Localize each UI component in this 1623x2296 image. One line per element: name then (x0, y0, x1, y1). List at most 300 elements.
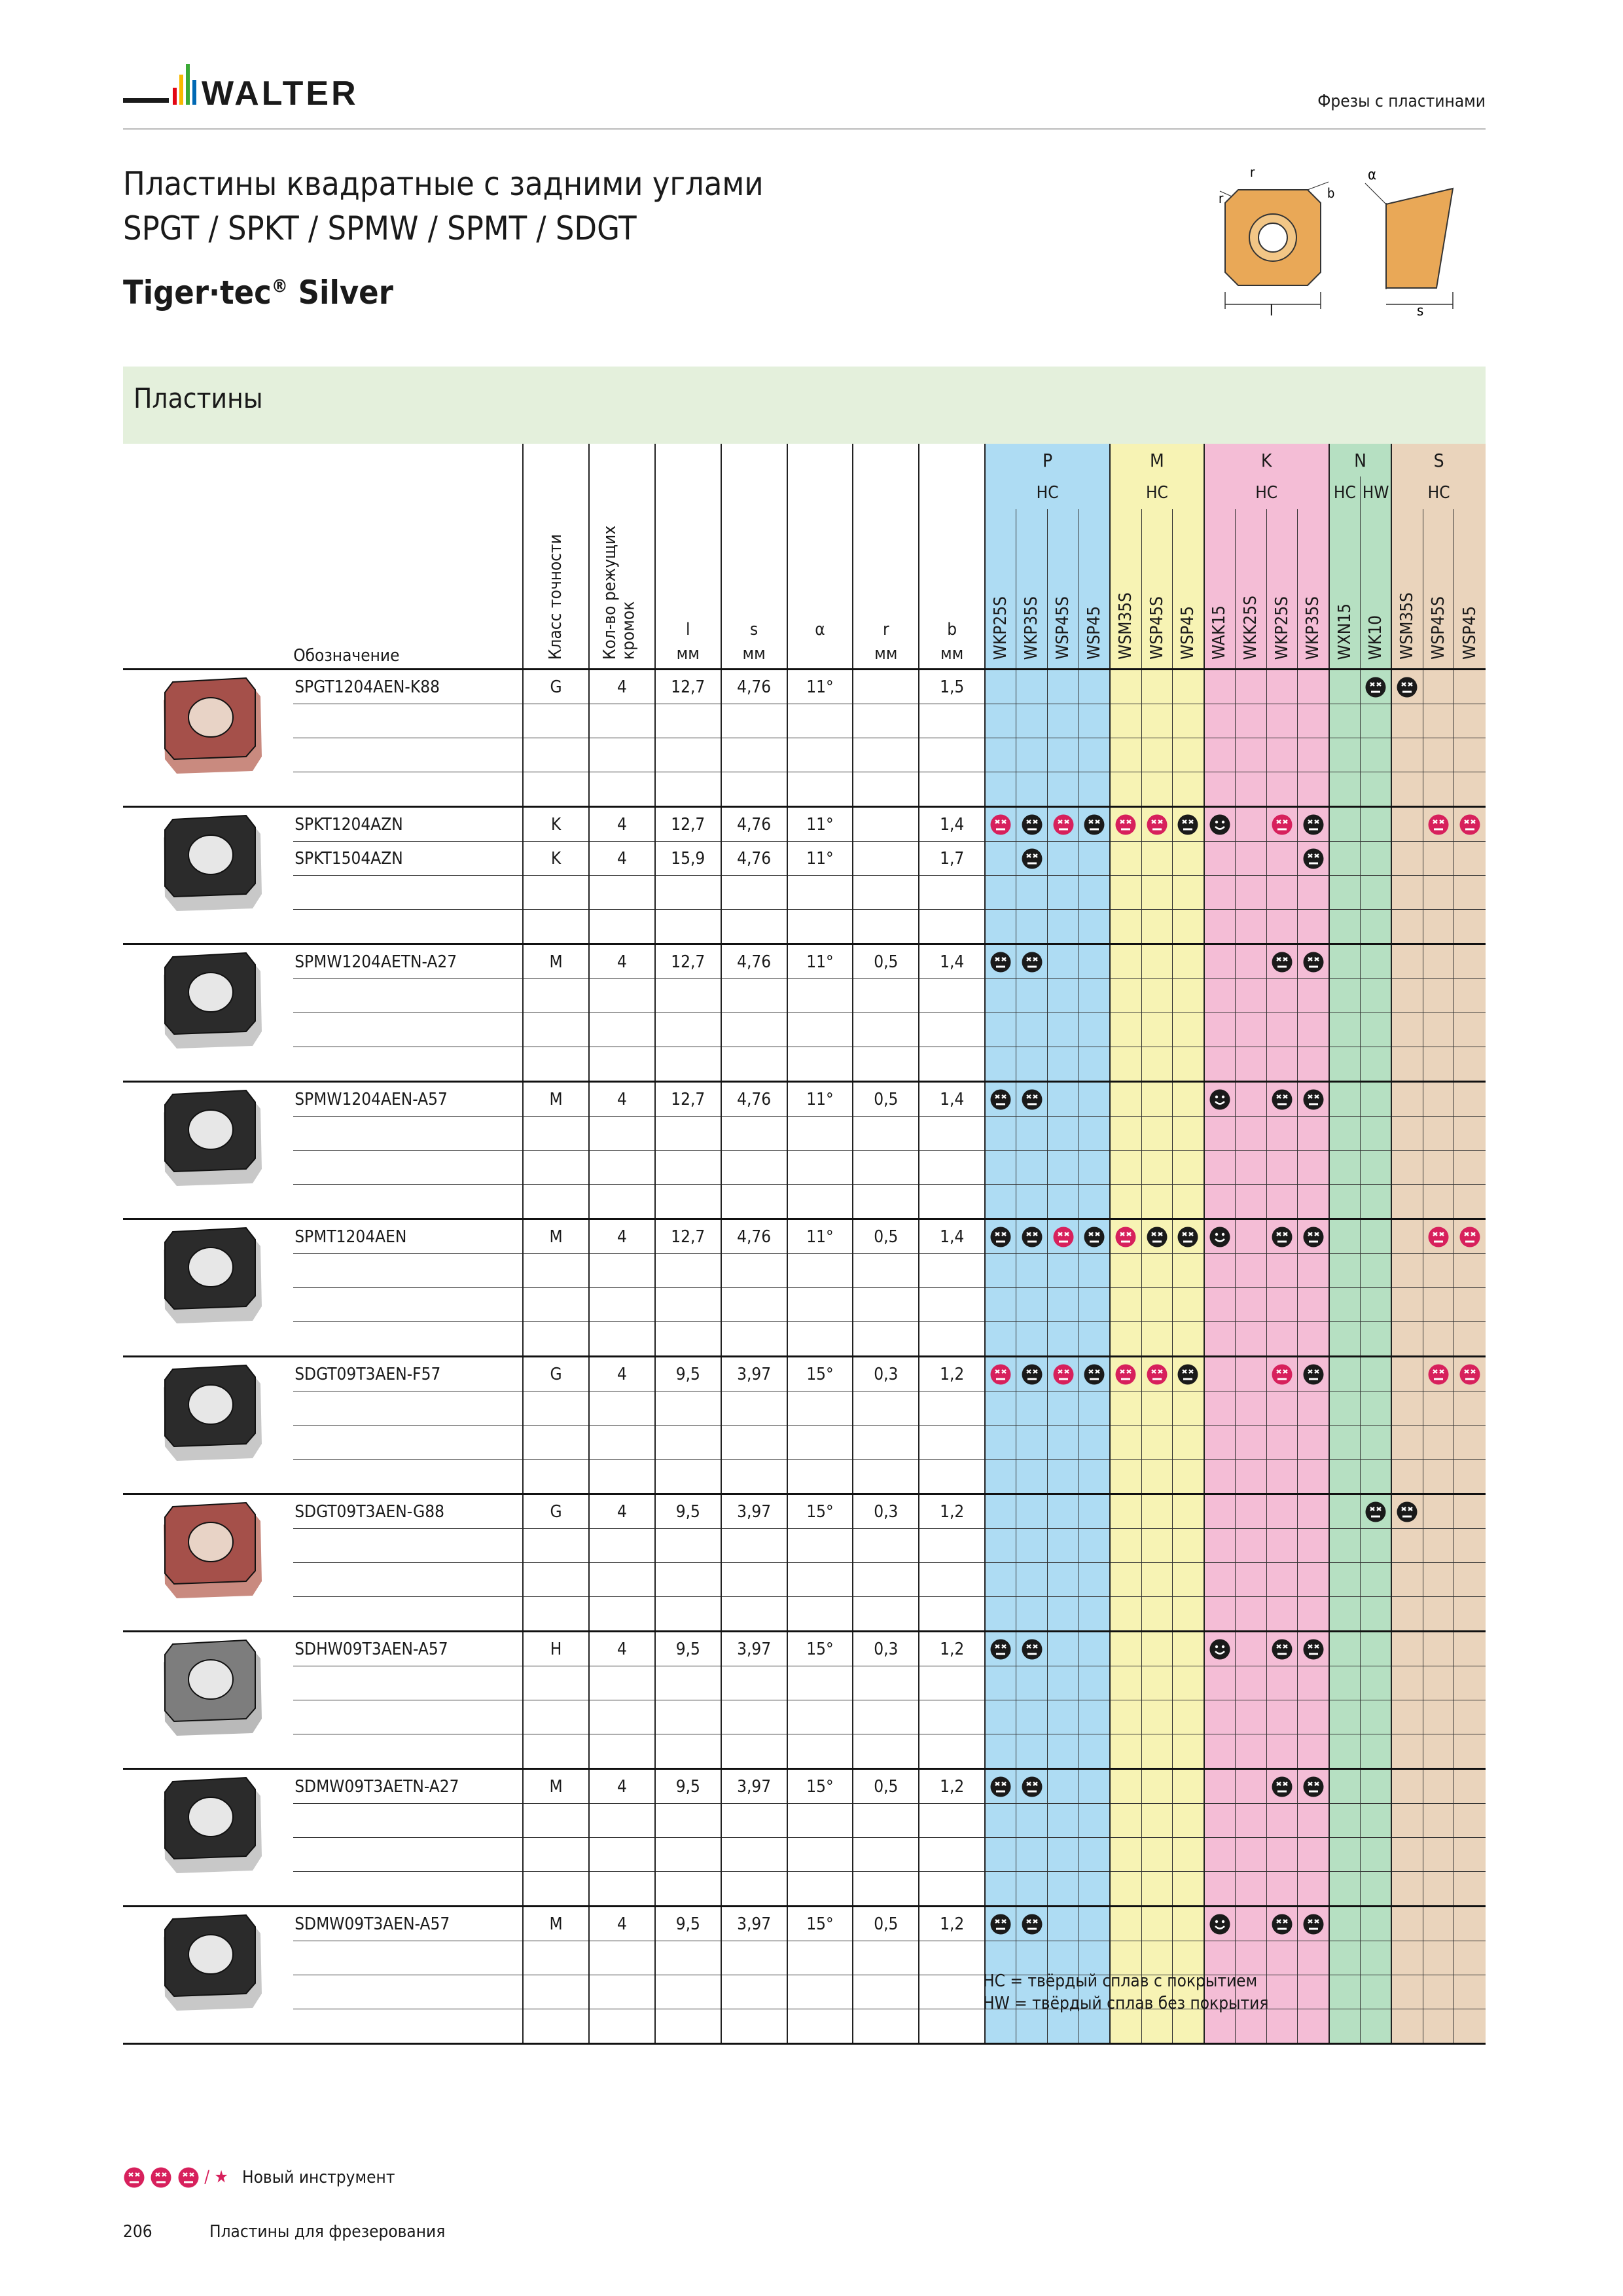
tol-cell (523, 1322, 589, 1357)
b-cell (919, 1185, 985, 1219)
grade-cell (1079, 1838, 1110, 1872)
l-cell: 12,7 (655, 1219, 721, 1254)
grade-cell (1016, 1426, 1048, 1460)
r-cell (853, 2009, 919, 2044)
grade-cell (1361, 1769, 1392, 1804)
footer-title: Пластины для фрезерования (209, 2222, 446, 2242)
table-row (123, 1151, 1486, 1185)
new-grade-icon (1048, 1357, 1079, 1391)
grade-cell (1016, 738, 1048, 772)
grade-cell (1173, 1082, 1204, 1117)
grade-cell (1141, 2009, 1173, 2044)
designation-cell (293, 772, 523, 807)
b-cell (919, 1734, 985, 1769)
grade-cell (1361, 1357, 1392, 1391)
edges-cell (589, 1872, 655, 1907)
b-cell (919, 1529, 985, 1563)
table-row (123, 842, 1486, 876)
grade-cell (1016, 1734, 1048, 1769)
grade-cell (985, 1597, 1016, 1632)
page-subtitle: SPGT / SPKT / SPMW / SPMT / SDGT (123, 209, 637, 247)
tol-cell (523, 876, 589, 910)
grade-cell (1016, 1563, 1048, 1597)
grade-cell (1266, 1700, 1298, 1734)
grade-cell (1391, 1254, 1423, 1288)
b-cell (919, 772, 985, 807)
grade-cell (1235, 1047, 1266, 1082)
grade-cell (1391, 1460, 1423, 1494)
group-n (1329, 444, 1392, 476)
grade-cell (1110, 1666, 1141, 1700)
edges-cell: 4 (589, 807, 655, 842)
col-designation: Обозначение (293, 509, 523, 670)
tol-cell (523, 772, 589, 807)
new-grade-icon (1141, 1357, 1173, 1391)
alpha-cell: 15° (787, 1632, 853, 1666)
table-row (123, 1804, 1486, 1838)
grade-icon (1391, 670, 1423, 704)
grade-cell (1016, 1700, 1048, 1734)
grade-cell (1173, 1151, 1204, 1185)
grade-cell (1204, 842, 1236, 876)
r-cell (853, 704, 919, 738)
grade-cell (1329, 1529, 1361, 1563)
edges-cell: 4 (589, 1907, 655, 1941)
alpha-cell (787, 1804, 853, 1838)
grade-cell (1048, 1117, 1079, 1151)
table-row (123, 1426, 1486, 1460)
grade-cell (1235, 1460, 1266, 1494)
designation-cell (293, 1117, 523, 1151)
table-row (123, 1185, 1486, 1219)
grade-cell (1204, 1254, 1236, 1288)
designation-cell (293, 1460, 523, 1494)
designation-cell: SPMT1204AEN (293, 1219, 523, 1254)
l-cell (655, 1529, 721, 1563)
grade-cell (1235, 1804, 1266, 1838)
designation-cell (293, 1288, 523, 1322)
edges-cell (589, 704, 655, 738)
grade-cell (1235, 807, 1266, 842)
grade-cell (1361, 704, 1392, 738)
b-cell (919, 1117, 985, 1151)
group-label: N (1354, 449, 1366, 471)
grade-cell (1204, 704, 1236, 738)
smile-icon (1204, 1082, 1236, 1117)
insert-image (123, 1632, 293, 1769)
s-cell (721, 876, 787, 910)
s-cell (721, 1117, 787, 1151)
grade-cell (1329, 1219, 1361, 1254)
grade-cell (1173, 1391, 1204, 1426)
grade-cell (1329, 1734, 1361, 1769)
grade-cell (1079, 876, 1110, 910)
grade-icon (1141, 1219, 1173, 1254)
grade-cell (1079, 910, 1110, 944)
insert-image (123, 1082, 293, 1219)
l-cell: 12,7 (655, 944, 721, 979)
grade-cell (1361, 1838, 1392, 1872)
grade-cell (1110, 1460, 1141, 1494)
grade-cell (1391, 1907, 1423, 1941)
designation-cell (293, 910, 523, 944)
r-cell (853, 1322, 919, 1357)
section-label: Фрезы с пластинами (1317, 92, 1486, 111)
grade-cell (1298, 1322, 1329, 1357)
grade-cell (1329, 704, 1361, 738)
grade-icon (1298, 807, 1329, 842)
grade-cell (1423, 1460, 1454, 1494)
grade-cell (1266, 1563, 1298, 1597)
grade-cell (1079, 1013, 1110, 1047)
grade-cell (1454, 1975, 1486, 2009)
grade-cell (1298, 1391, 1329, 1426)
tol-cell (523, 910, 589, 944)
grade-cell (1329, 1494, 1361, 1529)
edges-cell: 4 (589, 1769, 655, 1804)
grade-cell (1266, 704, 1298, 738)
r-cell: 0,5 (853, 1082, 919, 1117)
insert-photo (157, 1910, 268, 2015)
s-cell: 3,97 (721, 1907, 787, 1941)
designation-cell: SPMW1204AETN-A27 (293, 944, 523, 979)
grade-cell (1423, 1734, 1454, 1769)
grade-cell (985, 1734, 1016, 1769)
group-label: M (1150, 449, 1164, 471)
edges-cell (589, 1838, 655, 1872)
b-cell: 1,2 (919, 1494, 985, 1529)
grade-cell (1110, 1391, 1141, 1426)
grade-cell (1454, 1117, 1486, 1151)
r-cell (853, 1117, 919, 1151)
grade-cell (1141, 1494, 1173, 1529)
grade-icon (1266, 1769, 1298, 1804)
grade-cell (1235, 1322, 1266, 1357)
grade-icon (1361, 1494, 1392, 1529)
grade-cell (1266, 1804, 1298, 1838)
table-row (123, 1357, 1486, 1391)
grade-cell (1173, 1563, 1204, 1597)
grade-cell (1266, 1494, 1298, 1529)
l-cell (655, 1700, 721, 1734)
designation-cell (293, 1529, 523, 1563)
grade-cell (1204, 1288, 1236, 1322)
tol-cell: M (523, 1219, 589, 1254)
l-cell (655, 1391, 721, 1426)
grade-cell (1048, 1185, 1079, 1219)
grade-cell (1173, 1872, 1204, 1907)
grade-cell (1298, 1117, 1329, 1151)
l-cell (655, 1288, 721, 1322)
grade-icon (1016, 1907, 1048, 1941)
grade-cell (1204, 1426, 1236, 1460)
l-cell: 9,5 (655, 1494, 721, 1529)
grade-cell (1391, 1013, 1423, 1047)
edges-cell: 4 (589, 1219, 655, 1254)
grade-cell (1204, 1391, 1236, 1426)
grade-cell (1235, 979, 1266, 1013)
new-grade-icon (985, 807, 1016, 842)
grade-cell (1173, 1666, 1204, 1700)
grade-cell (1361, 1529, 1392, 1563)
grade-cell (1423, 1563, 1454, 1597)
grade-cell (1079, 1151, 1110, 1185)
grade-cell (1391, 1117, 1423, 1151)
grade-cell (1016, 1460, 1048, 1494)
grade-cell (1266, 1426, 1298, 1460)
grade-cell (1329, 1907, 1361, 1941)
b-cell: 1,4 (919, 944, 985, 979)
l-cell (655, 1460, 721, 1494)
brand-name: WALTER (202, 75, 359, 113)
new-grade-icon (1266, 807, 1298, 842)
designation-cell (293, 1941, 523, 1975)
designation-cell (293, 1563, 523, 1597)
grade-cell (1079, 944, 1110, 979)
r-cell (853, 979, 919, 1013)
tol-cell: G (523, 670, 589, 704)
grade-cell (1329, 1804, 1361, 1838)
r-cell (853, 1872, 919, 1907)
grade-cell (1141, 1426, 1173, 1460)
grade-cell (1329, 772, 1361, 807)
grade-cell (1204, 1117, 1236, 1151)
grade-wkp35s: WKP35S (1298, 509, 1329, 670)
grade-cell (1048, 1460, 1079, 1494)
col-alpha: α (787, 509, 853, 670)
group-label: S (1433, 449, 1444, 471)
grade-cell (1048, 1391, 1079, 1426)
edges-cell: 4 (589, 1082, 655, 1117)
grade-cell (1079, 1391, 1110, 1426)
b-cell (919, 1322, 985, 1357)
l-cell (655, 1804, 721, 1838)
grade-cell (1173, 910, 1204, 944)
grade-cell (1079, 1494, 1110, 1529)
insert-photo (157, 673, 268, 778)
grade-cell (1110, 1254, 1141, 1288)
grade-cell (1391, 1529, 1423, 1563)
grade-cell (1329, 807, 1361, 842)
grade-cell (1048, 1426, 1079, 1460)
designation-cell (293, 1666, 523, 1700)
grade-cell (1141, 1838, 1173, 1872)
r-cell (853, 670, 919, 704)
edges-cell (589, 910, 655, 944)
alpha-cell (787, 979, 853, 1013)
grade-cell (1329, 1563, 1361, 1597)
grade-cell (1110, 1597, 1141, 1632)
grade-cell (1016, 1254, 1048, 1288)
s-cell (721, 1941, 787, 1975)
designation-cell (293, 1838, 523, 1872)
s-cell (721, 1391, 787, 1426)
grade-cell (1048, 1804, 1079, 1838)
grade-cell (1454, 1013, 1486, 1047)
b-cell: 1,4 (919, 1082, 985, 1117)
grade-cell (1204, 944, 1236, 979)
grade-cell (1110, 772, 1141, 807)
grade-cell (1141, 1288, 1173, 1322)
table-row (123, 1907, 1486, 1941)
grade-cell (1391, 1838, 1423, 1872)
grade-cell (1329, 1391, 1361, 1426)
b-cell: 1,2 (919, 1907, 985, 1941)
grade-cell (1235, 1357, 1266, 1391)
grade-cell (1298, 910, 1329, 944)
grade-cell (1298, 1975, 1329, 2009)
table-row (123, 944, 1486, 979)
grade-cell (1454, 1047, 1486, 1082)
tol-cell: G (523, 1494, 589, 1529)
grade-cell (1298, 876, 1329, 910)
r-cell (853, 1563, 919, 1597)
l-cell (655, 1563, 721, 1597)
alpha-cell: 11° (787, 1219, 853, 1254)
table-row (123, 979, 1486, 1013)
grade-cell (1361, 1460, 1392, 1494)
grade-icon (1173, 1357, 1204, 1391)
grade-cell (985, 772, 1016, 807)
grade-cell (1235, 1838, 1266, 1872)
new-grade-icon (1110, 807, 1141, 842)
grade-wkk25s: WKK25S (1235, 509, 1266, 670)
tol-cell (523, 1734, 589, 1769)
grade-cell (1361, 1117, 1392, 1151)
new-grade-icon (1423, 807, 1454, 842)
grade-cell (1298, 1734, 1329, 1769)
s-cell (721, 979, 787, 1013)
grade-cell (1454, 772, 1486, 807)
grade-icon (985, 944, 1016, 979)
insert-photo (157, 1772, 268, 1877)
grade-cell (1235, 842, 1266, 876)
grade-cell (1235, 1117, 1266, 1151)
grade-cell (1329, 1666, 1361, 1700)
s-cell (721, 2009, 787, 2044)
grade-cell (1454, 1632, 1486, 1666)
grade-cell (1016, 1941, 1048, 1975)
alpha-cell (787, 910, 853, 944)
grade-cell (1266, 1597, 1298, 1632)
grade-cell (1298, 1872, 1329, 1907)
alpha-cell (787, 1185, 853, 1219)
grade-cell (1110, 842, 1141, 876)
grade-cell (985, 979, 1016, 1013)
grade-cell (1110, 1734, 1141, 1769)
coating-p: HC (985, 476, 1110, 509)
new-tool-separator: / ★ (199, 2167, 228, 2187)
grade-cell (1173, 1254, 1204, 1288)
grade-cell (1173, 1322, 1204, 1357)
r-cell (853, 738, 919, 772)
r-cell: 0,3 (853, 1357, 919, 1391)
grade-cell (1235, 1013, 1266, 1047)
grade-cell (1048, 1666, 1079, 1700)
new-grade-icon (1454, 807, 1486, 842)
grade-cell (1079, 1700, 1110, 1734)
grade-icon (1079, 1357, 1110, 1391)
grade-cell (1361, 1597, 1392, 1632)
grade-cell (1391, 1219, 1423, 1254)
grade-icon (1079, 1219, 1110, 1254)
b-cell (919, 1804, 985, 1838)
alpha-cell (787, 1460, 853, 1494)
grade-cell (1266, 1666, 1298, 1700)
grade-cell (1173, 738, 1204, 772)
grade-cell (1173, 1804, 1204, 1838)
insert-image (123, 670, 293, 807)
edges-cell (589, 2009, 655, 2044)
grade-cell (1391, 1597, 1423, 1632)
table-row (123, 1941, 1486, 1975)
smile-icon (1204, 1219, 1236, 1254)
grade-cell (1141, 704, 1173, 738)
grade-cell (1454, 1734, 1486, 1769)
b-cell: 1,2 (919, 1632, 985, 1666)
s-cell (721, 1734, 787, 1769)
grade-cell (1110, 1288, 1141, 1322)
grade-cell (1298, 704, 1329, 738)
grade-icon (1298, 1907, 1329, 1941)
grade-cell (1235, 1185, 1266, 1219)
grade-cell (985, 1185, 1016, 1219)
grade-cell (1141, 1460, 1173, 1494)
grade-cell (1141, 1734, 1173, 1769)
r-cell (853, 876, 919, 910)
r-cell (853, 1804, 919, 1838)
grade-cell (1235, 1254, 1266, 1288)
designation-cell (293, 704, 523, 738)
grade-cell (1298, 1185, 1329, 1219)
grade-cell (1173, 1529, 1204, 1563)
walter-logo (123, 60, 404, 115)
grade-cell (1048, 2009, 1079, 2044)
grade-cell (1423, 704, 1454, 738)
s-cell: 4,76 (721, 807, 787, 842)
designation-cell (293, 1804, 523, 1838)
grade-cell (1016, 1597, 1048, 1632)
grade-cell (985, 1563, 1016, 1597)
b-cell (919, 704, 985, 738)
designation-cell (293, 1872, 523, 1907)
grade-cell (1173, 704, 1204, 738)
alpha-cell (787, 1426, 853, 1460)
grade-cell (1204, 1151, 1236, 1185)
l-cell (655, 1941, 721, 1975)
s-cell: 3,97 (721, 1769, 787, 1804)
grade-cell (1016, 1391, 1048, 1426)
grade-cell (1235, 1151, 1266, 1185)
grade-cell (1361, 1254, 1392, 1288)
grade-cell (1361, 1941, 1392, 1975)
r-cell (853, 1529, 919, 1563)
grade-cell (1048, 876, 1079, 910)
grade-icon (1016, 944, 1048, 979)
grade-cell (1329, 670, 1361, 704)
grade-cell (1454, 1529, 1486, 1563)
grade-cell (1110, 1700, 1141, 1734)
grade-cell (1204, 876, 1236, 910)
alpha-cell: 15° (787, 1769, 853, 1804)
edges-cell (589, 1151, 655, 1185)
edges-cell (589, 1700, 655, 1734)
grade-cell (1079, 1907, 1110, 1941)
table-row (123, 1734, 1486, 1769)
svg-text:b: b (1327, 185, 1335, 201)
insert-side-view (1365, 167, 1453, 319)
tol-cell (523, 2009, 589, 2044)
